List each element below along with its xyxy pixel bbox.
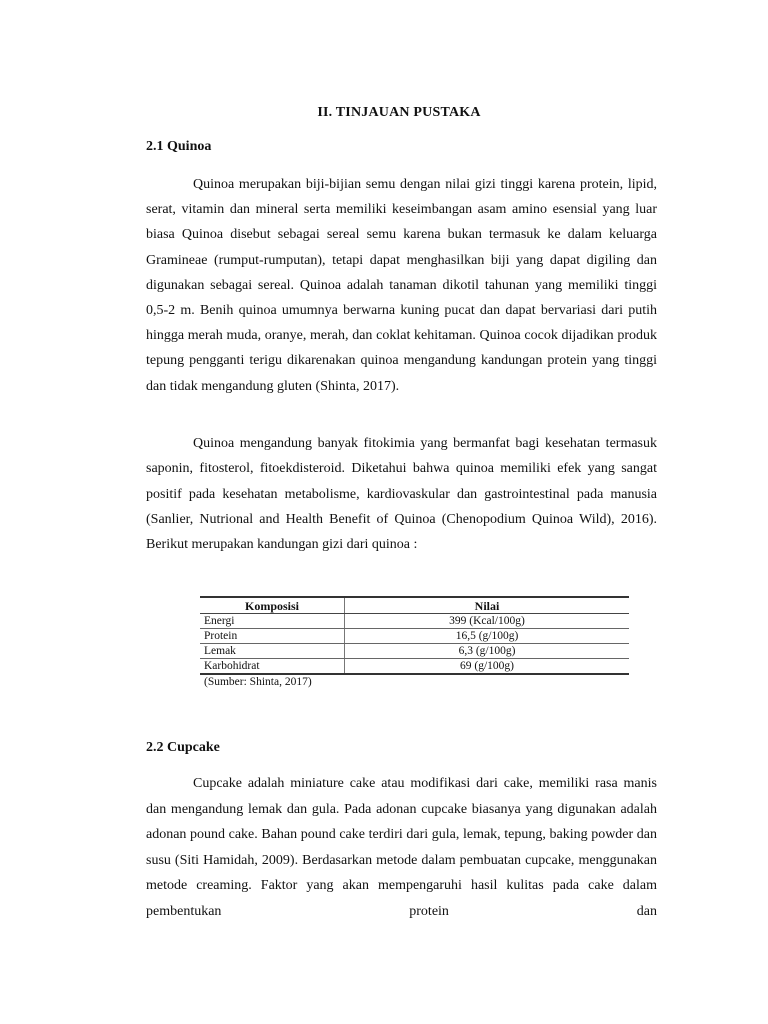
- paragraph-quinoa-intro: Quinoa merupakan biji-bijian semu dengan nilai gizi tinggi karena protein, lipid, serat, vitamin dan mineral serta memiliki keseimbangan asam amino esensial yang luar biasa Quinoa disebut sebagai sereal semu karena bukan termasuk ke dalam keluarga Gramineae (rumput-rumputan), tetapi dapat menghasilkan biji yang dapat digiling dan digunakan sebagai sereal. Quinoa adalah tanaman dikotil tahunan yang memiliki tinggi 0,5-2 m. Benih quinoa umumnya berwarna kuning pucat dan dapat bervariasi dari putih hingga merah muda, oranye, merah, dan coklat kehitaman. Quinoa cocok dijadikan produk tepung pengganti terigu dikarenakan quinoa mengandung kandungan protein yang tinggi dan tidak mengandung gluten (Shinta, 2017).: [146, 177, 657, 394]
- table-source-note: (Sumber: Shinta, 2017): [204, 676, 312, 688]
- table-header-row: [200, 597, 629, 614]
- table-cell-nilai: 69 (g/100g): [345, 659, 630, 675]
- section-heading-cupcake: 2.2 Cupcake: [146, 740, 220, 755]
- table-row: [200, 644, 629, 659]
- table-cell-nilai: 399 (Kcal/100g): [345, 614, 630, 629]
- paragraph-quinoa-phytochemicals: Quinoa mengandung banyak fitokimia yang bermanfat bagi kesehatan termasuk saponin, fitosterol, fitoekdisteroid. Diketahui bahwa quinoa memiliki efek yang sangat positif pada kesehatan metabolisme, kardiovaskular dan gastrointestinal pada manusia (Sanlier, Nutrional and Health Benefit of Quinoa (Chenopodium Quinoa Wild), 2016). Berikut merupakan kandungan gizi dari quinoa :: [146, 436, 657, 553]
- table-cell-komposisi: Energi: [200, 614, 345, 629]
- chapter-title: II. TINJAUAN PUSTAKA: [317, 105, 481, 120]
- table-header-komposisi: Komposisi: [200, 597, 345, 614]
- section-heading-quinoa: 2.1 Quinoa: [146, 139, 212, 154]
- table-cell-komposisi: Protein: [200, 629, 345, 644]
- table-cell-komposisi: Lemak: [200, 644, 345, 659]
- table-cell-komposisi: Karbohidrat: [200, 659, 345, 675]
- table-cell-nilai: 16,5 (g/100g): [345, 629, 630, 644]
- nutrition-table: [200, 596, 629, 690]
- nutrition-table-grid: [200, 596, 629, 675]
- paragraph-cupcake-intro: Cupcake adalah miniature cake atau modifikasi dari cake, memiliki rasa manis dan mengandung lemak dan gula. Pada adonan cupcake biasanya yang digunakan adalah adonan pound cake. Bahan pound cake terdiri dari gula, lemak, tepung, baking powder dan susu (Siti Hamidah, 2009). Berdasarkan metode dalam pembuatan cupcake, menggunakan metode creaming. Faktor yang akan mempengaruhi hasil kulitas pada cake dalam pembentukan protein dan: [146, 776, 657, 919]
- table-cell-nilai: 6,3 (g/100g): [345, 644, 630, 659]
- table-row: [200, 659, 629, 675]
- table-header-nilai: Nilai: [345, 597, 630, 614]
- table-row: [200, 629, 629, 644]
- table-row: [200, 614, 629, 629]
